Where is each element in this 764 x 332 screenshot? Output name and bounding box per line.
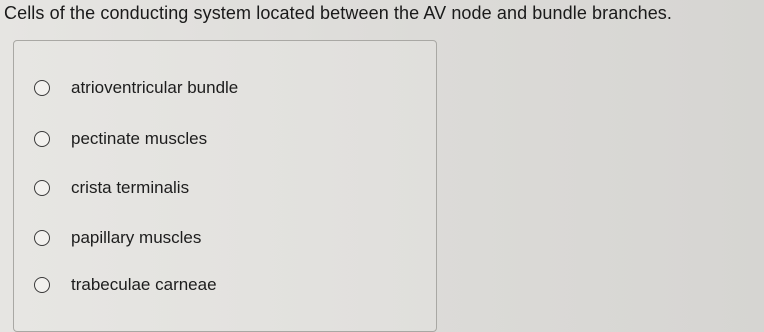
radio-button[interactable] [34, 180, 50, 196]
answer-option[interactable] [34, 76, 238, 100]
option-label: papillary muscles [71, 228, 202, 247]
radio-button[interactable] [34, 277, 50, 293]
option-label: pectinate muscles [71, 129, 208, 148]
radio-button[interactable] [34, 80, 50, 96]
option-label: trabeculae carneae [71, 275, 217, 294]
radio-button[interactable] [34, 131, 50, 147]
answer-option[interactable] [34, 176, 189, 200]
question-text: Cells of the conducting system located between the AV node and bundle branches. [4, 3, 673, 23]
option-label: atrioventricular bundle [71, 78, 239, 97]
answer-option[interactable] [34, 226, 201, 250]
option-label: crista terminalis [71, 178, 190, 197]
answer-options-panel [13, 40, 437, 332]
answer-option[interactable] [34, 273, 217, 297]
radio-button[interactable] [34, 230, 50, 246]
answer-option[interactable] [34, 127, 207, 151]
